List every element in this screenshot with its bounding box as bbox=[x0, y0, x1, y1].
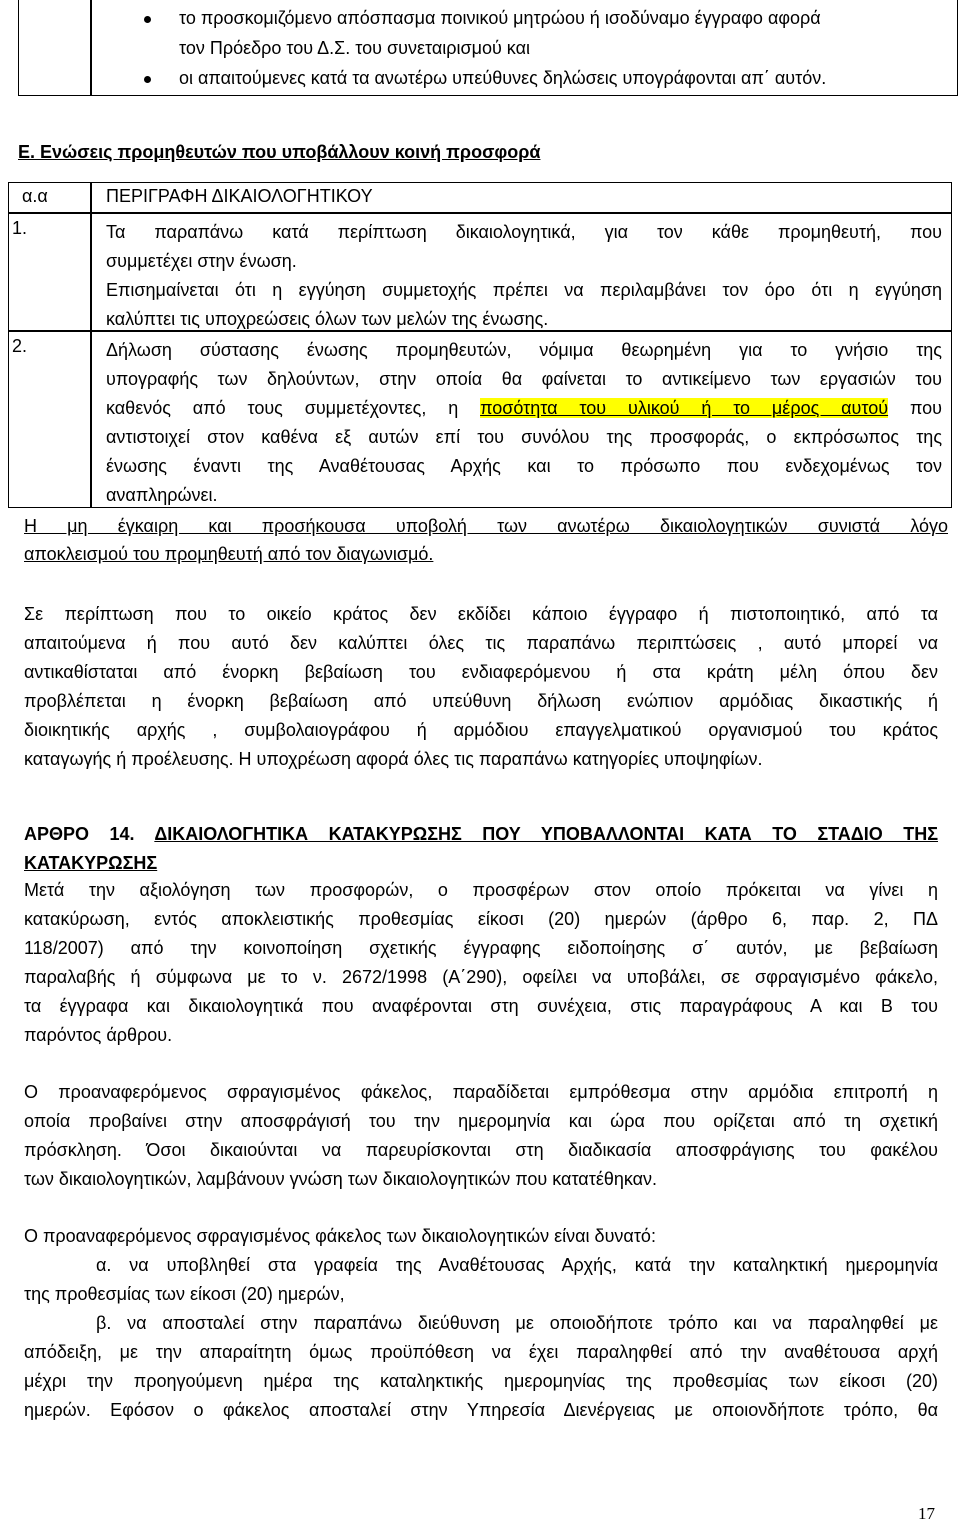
p1-line-5: τα έγγραφα και δικαιολογητικά που αναφέρονται στη συνέχεια, στις παραγράφους Α και Β του bbox=[24, 996, 938, 1016]
p2-line-1: Ο προαναφερόμενος σφραγισμένος φάκελος, παραδίδεται εμπρόθεσμα στην αρμόδια επιτροπή η bbox=[24, 1082, 938, 1102]
section-e-title: Ε. Ενώσεις προμηθευτών που υποβάλλουν κοινή προσφορά bbox=[18, 142, 541, 162]
paragraph-state-certificates bbox=[24, 600, 938, 774]
row1-number: 1. bbox=[12, 218, 28, 238]
state-line-5: διοικητικής αρχής , συμβολαιογράφου ή αρμόδιου επαγγελματικού οργανισμού του κράτος bbox=[24, 720, 938, 740]
article-heading-line-1 bbox=[24, 820, 938, 849]
warning-line-1: Η μη έγκαιρη και προσήκουσα υποβολή των ανωτέρω δικαιολογητικών συνιστά λόγο bbox=[24, 516, 948, 536]
table-header-description: ΠΕΡΙΓΡΑΦΗ ΔΙΚΑΙΟΛΟΓΗΤΙΚΟΥ bbox=[106, 186, 373, 206]
state-line-4: προβλέπεται η ένορκη βεβαίωση από υπεύθυνη δήλωση ενώπιον αρμόδιας δικαστικής ή bbox=[24, 691, 938, 711]
row2-line-2: υπογραφής των δηλούντων, στην οποία θα φαίνεται το αντικείμενο των εργασιών του bbox=[106, 369, 942, 389]
p3-item-a-line-2: της προθεσμίας των είκοσι (20) ημερών, bbox=[24, 1284, 345, 1304]
top-left-cell bbox=[18, 0, 92, 96]
p1-line-1: Μετά την αξιολόγηση των προσφορών, ο προσφέρων στον οποίο πρόκειται να γίνει η bbox=[24, 880, 938, 900]
row2-line-5: ένωσης έναντι της Αναθέτουσας Αρχής και το πρόσωπο που ενδεχομένως τον bbox=[106, 456, 942, 476]
row2-text bbox=[106, 336, 942, 510]
table-header-col1 bbox=[8, 182, 92, 214]
p2-line-3: πρόσκληση. Όσοι δικαιούνται να παρευρίσκονται στη διαδικασία αποσφράγισης του φακέλου bbox=[24, 1140, 938, 1160]
table-header-aa: α.α bbox=[22, 186, 48, 206]
bullet-icon bbox=[144, 16, 151, 23]
p1-line-4: παραλαβής ή σύμφωνα με το ν. 2672/1998 (Α΄290), οφείλει να υποβάλει, σε σφραγισμένο φάκελο, bbox=[24, 967, 938, 987]
p3-item-b-line-1: β. να αποσταλεί στην παραπάνω διεύθυνση με οποιοδήποτε τρόπο και να παραληφθεί με bbox=[96, 1313, 938, 1333]
row1-line-4: καλύπτει τις υποχρεώσεις όλων των μελών της ένωσης. bbox=[106, 309, 549, 329]
exclusion-warning bbox=[24, 512, 948, 568]
p1-line-3: 118/2007) από την κοινοποίηση σχετικής έγγραφης ειδοποίησης σ΄ αυτόν, με βεβαίωση bbox=[24, 938, 938, 958]
row2-line-3-end: που bbox=[909, 398, 942, 418]
p3-item-b-line-4: ημερών. Εφόσον ο φάκελος αποσταλεί στην Υπηρεσία Διενέργειας με οποιονδήποτε τρόπο, θα bbox=[24, 1400, 938, 1420]
article-paragraph-3 bbox=[24, 1222, 938, 1425]
row1-text bbox=[106, 218, 942, 334]
row2-line-6: αναπληρώνει. bbox=[106, 485, 218, 505]
row2-line-3-start: καθενός από τους συμμετέχοντες, η bbox=[106, 398, 459, 418]
p2-line-4: των δικαιολογητικών, λαμβάνουν γνώση των δικαιολογητικών που κατατέθηκαν. bbox=[24, 1169, 658, 1189]
state-line-1: Σε περίπτωση που το οικείο κράτος δεν εκδίδει κάποιο έγγραφο ή πιστοποιητικό, από τα bbox=[24, 604, 938, 624]
p1-line-2: κατακύρωση, εντός αποκλειστικής προθεσμίας είκοσι (20) ημερών (άρθρο 6, παρ. 2, ΠΔ bbox=[24, 909, 938, 929]
state-line-3: αντικαθίσταται από ένορκη βεβαίωση του ενδιαφερόμενου ή στα κράτη μέλη όπου δεν bbox=[24, 662, 938, 682]
bullet-item-2-line-1: οι απαιτούμενες κατά τα ανωτέρω υπεύθυνες δηλώσεις υπογράφονται απ΄ αυτόν. bbox=[179, 68, 827, 88]
p3-line-1: Ο προαναφερόμενος σφραγισμένος φάκελος των δικαιολογητικών είναι δυνατό: bbox=[24, 1226, 656, 1246]
bullet-item-1-line-1: το προσκομιζόμενο απόσπασμα ποινικού μητρώου ή ισοδύναμο έγγραφο αφορά bbox=[179, 8, 821, 28]
p2-line-2: οποία προβαίνει στην αποσφράγισή του την ημερομηνία και ώρα που ορίζεται από τη σχετική bbox=[24, 1111, 938, 1131]
row1-line-2: συμμετέχει στην ένωση. bbox=[106, 251, 297, 271]
row2-number: 2. bbox=[12, 336, 28, 356]
row2-line-3 bbox=[106, 394, 942, 423]
p1-line-6: παρόντος άρθρου. bbox=[24, 1025, 173, 1045]
article-14-heading bbox=[24, 820, 938, 878]
row1-line-1: Τα παραπάνω κατά περίπτωση δικαιολογητικά, για τον κάθε προμηθευτή, που bbox=[106, 222, 942, 242]
article-title: ΔΙΚΑΙΟΛΟΓΗΤΙΚΑ ΚΑΤΑΚΥΡΩΣΗΣ ΠΟΥ ΥΠΟΒΑΛΛΟΝΤΑΙ ΚΑΤΑ ΤΟ ΣΤΑΔΙΟ ΤΗΣ bbox=[154, 824, 939, 844]
article-paragraph-1 bbox=[24, 876, 938, 1050]
warning-line-2: αποκλεισμού του προμηθευτή από τον διαγωνισμό. bbox=[24, 544, 434, 564]
page-number: 17 bbox=[918, 1504, 935, 1523]
row2-line-1: Δήλωση σύστασης ένωσης προμηθευτών, νόμιμα θεωρημένη για το γνήσιο της bbox=[106, 340, 942, 360]
p3-item-a-line-1: α. να υποβληθεί στα γραφεία της Αναθέτουσας Αρχής, κατά την καταληκτική ημερομηνία bbox=[96, 1255, 938, 1275]
highlighted-quantity-text: ποσότητα του υλικού ή το μέρος αυτού bbox=[480, 398, 889, 418]
state-line-2: απαιτούμενα ή που αυτό δεν καλύπτει όλες τις παραπάνω περιπτώσεις , αυτό μπορεί να bbox=[24, 633, 938, 653]
article-number: ΑΡΘΡΟ 14. bbox=[24, 824, 135, 844]
state-line-6: καταγωγής ή προέλευσης. Η υποχρέωση αφορά όλες τις παραπάνω κατηγορίες υποψηφίων. bbox=[24, 749, 763, 769]
row2-line-4: αντιστοιχεί στον καθένα εξ αυτών επί του συνόλου της προσφοράς, ο εκπρόσωπος της bbox=[106, 427, 942, 447]
article-heading-line-2: ΚΑΤΑΚΥΡΩΣΗΣ bbox=[24, 853, 158, 873]
p3-item-b-line-3: μέχρι την προηγούμενη ημέρα της καταληκτικής ημερομηνίας της προθεσμίας των είκοσι (20) bbox=[24, 1371, 938, 1391]
bullet-icon bbox=[144, 76, 151, 83]
row1-line-3: Επισημαίνεται ότι η εγγύηση συμμετοχής πρέπει να περιλαμβάνει τον όρο ότι η εγγύηση bbox=[106, 280, 942, 300]
p3-item-b-line-2: απόδειξη, με την απαραίτητη όμως προϋπόθεση να έχει παραληφθεί από την αναθέτουσα αρχή bbox=[24, 1342, 938, 1362]
article-paragraph-2 bbox=[24, 1078, 938, 1194]
bullet-item-1-line-2: τον Πρόεδρο του Δ.Σ. του συνεταιρισμού και bbox=[179, 38, 530, 58]
